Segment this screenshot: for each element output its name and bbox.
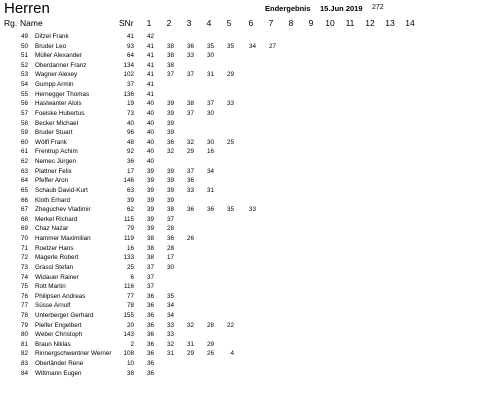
round-6-cell: 33 [248,206,256,214]
round-2-cell: 35 [166,292,174,300]
start-no-cell: 73 [126,109,134,117]
table-row [0,301,480,311]
round-2-cell: 36 [166,235,174,243]
round-1-cell: 36 [146,311,154,319]
header-start-no: SNr [119,18,134,28]
name-cell: Wölfl Frank [35,138,67,146]
header-round-10: 10 [325,18,335,28]
header-round-1: 1 [146,18,152,28]
name-cell: Plattner Felix [35,167,72,175]
round-7-cell: 27 [268,42,276,50]
round-1-cell: 37 [146,283,154,291]
name-cell: Bruder Leo [35,42,67,50]
round-5-cell: 29 [226,71,234,79]
round-3-cell: 36 [186,42,194,50]
header-name: Name [20,18,43,28]
round-2-cell: 39 [166,177,174,185]
name-cell: Pfeffer Aron [35,177,69,185]
table-row [0,90,480,100]
table-row [0,147,480,157]
start-no-cell: 48 [126,138,134,146]
round-3-cell: 29 [186,148,194,156]
table-row [0,263,480,273]
round-1-cell: 36 [146,350,154,358]
header-round-9: 9 [308,18,314,28]
name-cell: Nemec Jürgen [35,158,76,166]
round-2-cell: 37 [166,71,174,79]
round-2-cell: 39 [166,109,174,117]
name-cell: Müller Alexander [35,52,82,60]
table-row [0,369,480,379]
round-1-cell: 37 [146,263,154,271]
round-4-cell: 34 [206,167,214,175]
rank-cell: 76 [20,292,28,300]
table-row [0,311,480,321]
name-cell: Becker Michael [35,119,79,127]
start-no-cell: 63 [126,186,134,194]
round-5-cell: 35 [226,206,234,214]
round-2-cell: 28 [166,244,174,252]
round-3-cell: 33 [186,52,194,60]
rank-cell: 66 [20,196,28,204]
name-cell: Weber Christoph [35,331,83,339]
round-1-cell: 36 [146,369,154,377]
table-row [0,176,480,186]
round-1-cell: 42 [146,33,154,40]
round-1-cell: 36 [146,360,154,368]
round-1-cell: 38 [146,235,154,243]
round-3-cell: 38 [186,100,194,108]
start-no-cell: 136 [123,90,134,98]
round-2-cell: 38 [166,52,174,60]
start-no-cell: 133 [123,254,134,262]
round-5-cell: 4 [230,350,234,358]
round-2-cell: 39 [166,119,174,127]
header-round-11: 11 [345,18,355,28]
table-row [0,244,480,254]
rank-cell: 75 [20,283,28,291]
round-3-cell: 37 [186,109,194,117]
round-2-cell: 39 [166,167,174,175]
name-cell: Philipsen Andreas [35,292,86,300]
round-3-cell: 31 [186,340,194,348]
round-1-cell: 40 [146,148,154,156]
start-no-cell: 39 [126,196,134,204]
name-cell: Wittmann Eugen [35,369,82,377]
round-2-cell: 30 [166,263,174,271]
header-rank: Rg. [4,18,18,28]
name-cell: Grassl Stefan [35,263,74,271]
start-no-cell: 96 [126,129,134,137]
round-4-cell: 29 [206,340,214,348]
header-round-14: 14 [405,18,415,28]
round-4-cell: 37 [206,100,214,108]
table-row [0,224,480,234]
round-1-cell: 39 [146,167,154,175]
start-no-cell: 6 [130,273,134,281]
header-round-8: 8 [288,18,294,28]
round-1-cell: 36 [146,302,154,310]
table-row [0,340,480,350]
name-cell: Frentrup Achim [35,148,78,156]
rank-cell: 59 [20,129,28,137]
round-1-cell: 41 [146,90,154,98]
round-2-cell: 32 [166,340,174,348]
page-title: Herren [4,0,50,17]
rank-cell: 50 [20,42,28,50]
rank-cell: 83 [20,360,28,368]
rank-cell: 80 [20,331,28,339]
table-row [0,32,480,42]
round-4-cell: 31 [206,71,214,79]
start-no-cell: 19 [126,100,134,108]
rank-cell: 49 [20,33,28,40]
name-cell: Pleifer Engelbert [35,321,82,329]
name-cell: Gumpp Armin [35,81,74,89]
round-1-cell: 40 [146,158,154,166]
rank-cell: 79 [20,321,28,329]
participant-count: 272 [372,4,384,11]
name-cell: Foelske Hubertus [35,109,85,117]
rank-cell: 67 [20,206,28,214]
round-3-cell: 36 [186,177,194,185]
round-1-cell: 41 [146,71,154,79]
round-1-cell: 40 [146,109,154,117]
table-row [0,215,480,225]
table-row [0,359,480,369]
start-no-cell: 77 [126,292,134,300]
round-4-cell: 16 [206,148,214,156]
start-no-cell: 16 [126,244,134,252]
name-cell: Zheguchev Vladimir [35,206,91,214]
round-1-cell: 40 [146,138,154,146]
header-round-7: 7 [268,18,274,28]
round-5-cell: 22 [226,321,234,329]
name-cell: Rinnergschwentner Werner [35,350,112,358]
round-2-cell: 33 [166,321,174,329]
rank-cell: 69 [20,225,28,233]
round-2-cell: 38 [166,42,174,50]
round-5-cell: 33 [226,100,234,108]
round-4-cell: 35 [206,42,214,50]
name-cell: Süsse Arnulf [35,302,71,310]
table-row [0,61,480,71]
start-no-cell: 115 [123,215,134,223]
name-cell: Haslwanter Alois [35,100,82,108]
start-no-cell: 146 [123,177,134,185]
round-1-cell: 41 [146,52,154,60]
header-round-2: 2 [166,18,172,28]
start-no-cell: 108 [123,350,134,358]
round-1-cell: 38 [146,254,154,262]
rank-cell: 74 [20,273,28,281]
round-2-cell: 36 [166,138,174,146]
table-row [0,138,480,148]
round-1-cell: 37 [146,273,154,281]
rank-cell: 73 [20,263,28,271]
name-cell: Ditzel Frank [35,33,69,40]
round-2-cell: 39 [166,129,174,137]
table-row [0,321,480,331]
round-2-cell: 39 [166,186,174,194]
header-round-5: 5 [226,18,232,28]
start-no-cell: 20 [126,321,134,329]
table-row [0,349,480,359]
start-no-cell: 155 [123,311,134,319]
round-5-cell: 35 [226,42,234,50]
table-row [0,186,480,196]
round-2-cell: 38 [166,61,174,69]
round-4-cell: 28 [206,321,214,329]
start-no-cell: 17 [126,167,134,175]
rank-cell: 82 [20,350,28,358]
table-row [0,234,480,244]
start-no-cell: 78 [126,302,134,310]
round-2-cell: 34 [166,311,174,319]
round-3-cell: 33 [186,186,194,194]
name-cell: Roetzer Hans [35,244,74,252]
table-row [0,119,480,129]
start-no-cell: 93 [126,42,134,50]
round-2-cell: 38 [166,206,174,214]
round-4-cell: 31 [206,186,214,194]
rank-cell: 61 [20,148,28,156]
round-1-cell: 40 [146,129,154,137]
start-no-cell: 25 [126,263,134,271]
table-row [0,273,480,283]
round-2-cell: 34 [166,302,174,310]
name-cell: Widauer Rainer [35,273,79,281]
result-label: Endergebnis [265,4,311,13]
round-2-cell: 28 [166,225,174,233]
rank-cell: 72 [20,254,28,262]
round-3-cell: 32 [186,321,194,329]
rank-cell: 63 [20,167,28,175]
name-cell: Rott Martin [35,283,66,291]
round-1-cell: 41 [146,81,154,89]
start-no-cell: 64 [126,52,134,60]
name-cell: Bruder Stuart [35,129,73,137]
round-4-cell: 30 [206,52,214,60]
round-6-cell: 34 [248,42,256,50]
rank-cell: 71 [20,244,28,252]
start-no-cell: 41 [126,33,134,40]
start-no-cell: 37 [126,81,134,89]
name-cell: Oberdanner Franz [35,61,87,69]
start-no-cell: 36 [126,158,134,166]
round-1-cell: 39 [146,186,154,194]
round-2-cell: 33 [166,331,174,339]
round-1-cell: 36 [146,321,154,329]
start-no-cell: 102 [123,71,134,79]
table-row [0,51,480,61]
start-no-cell: 134 [123,61,134,69]
round-4-cell: 36 [206,206,214,214]
round-2-cell: 39 [166,100,174,108]
rank-cell: 52 [20,61,28,69]
rank-cell: 53 [20,71,28,79]
rank-cell: 70 [20,235,28,243]
start-no-cell: 92 [126,148,134,156]
table-row [0,167,480,177]
header-round-6: 6 [248,18,254,28]
start-no-cell: 143 [123,331,134,339]
round-1-cell: 36 [146,331,154,339]
round-1-cell: 39 [146,206,154,214]
name-cell: Braun Niklas [35,340,71,348]
header-round-3: 3 [186,18,192,28]
round-2-cell: 39 [166,196,174,204]
start-no-cell: 79 [126,225,134,233]
header-round-13: 13 [385,18,395,28]
rank-cell: 60 [20,138,28,146]
rank-cell: 62 [20,158,28,166]
name-cell: Wagner Alexey [35,71,78,79]
start-no-cell: 38 [126,369,134,377]
rank-cell: 56 [20,100,28,108]
start-no-cell: 119 [123,235,134,243]
round-3-cell: 37 [186,71,194,79]
round-4-cell: 30 [206,138,214,146]
table-row [0,109,480,119]
name-cell: Hammer Maximilian [35,235,91,243]
table-row [0,70,480,80]
table-row [0,80,480,90]
round-1-cell: 36 [146,292,154,300]
name-cell: Oberländer Rene [35,360,84,368]
round-3-cell: 26 [186,235,194,243]
name-cell: Magerle Robert [35,254,79,262]
round-2-cell: 37 [166,215,174,223]
round-3-cell: 32 [186,138,194,146]
name-cell: Schaub David-Kurt [35,186,88,194]
header-round-12: 12 [365,18,375,28]
table-row [0,157,480,167]
rank-cell: 68 [20,215,28,223]
rank-cell: 84 [20,369,28,377]
rank-cell: 57 [20,109,28,117]
name-cell: Kloth Erhard [35,196,71,204]
round-4-cell: 26 [206,350,214,358]
rank-cell: 77 [20,302,28,310]
start-no-cell: 10 [126,360,134,368]
round-1-cell: 36 [146,340,154,348]
round-1-cell: 41 [146,61,154,69]
round-3-cell: 36 [186,206,194,214]
rank-cell: 54 [20,81,28,89]
start-no-cell: 62 [126,206,134,214]
header-round-4: 4 [206,18,212,28]
round-2-cell: 32 [166,148,174,156]
start-no-cell: 116 [123,283,134,291]
round-1-cell: 39 [146,215,154,223]
table-row [0,196,480,206]
round-3-cell: 29 [186,350,194,358]
round-5-cell: 25 [226,138,234,146]
table-row [0,292,480,302]
round-1-cell: 40 [146,100,154,108]
start-no-cell: 40 [126,119,134,127]
name-cell: Hernegger Thomas [35,90,90,98]
round-1-cell: 41 [146,42,154,50]
round-1-cell: 40 [146,119,154,127]
rank-cell: 55 [20,90,28,98]
round-2-cell: 17 [166,254,174,262]
name-cell: Chaz Nazar [35,225,69,233]
rank-cell: 64 [20,177,28,185]
round-1-cell: 39 [146,177,154,185]
round-3-cell: 37 [186,167,194,175]
table-row [0,330,480,340]
table-row [0,205,480,215]
start-no-cell: 2 [130,340,134,348]
table-row [0,282,480,292]
round-1-cell: 38 [146,244,154,252]
name-cell: Merkel Richard [35,215,78,223]
table-row [0,42,480,52]
event-date: 15.Jun 2019 [320,4,363,13]
round-4-cell: 30 [206,109,214,117]
round-1-cell: 39 [146,196,154,204]
rank-cell: 78 [20,311,28,319]
table-row [0,253,480,263]
rank-cell: 65 [20,186,28,194]
table-row [0,99,480,109]
round-2-cell: 31 [166,350,174,358]
round-1-cell: 39 [146,225,154,233]
rank-cell: 58 [20,119,28,127]
table-row [0,128,480,138]
rank-cell: 51 [20,52,28,60]
rank-cell: 81 [20,340,28,348]
name-cell: Unterberger Gerhard [35,311,94,319]
